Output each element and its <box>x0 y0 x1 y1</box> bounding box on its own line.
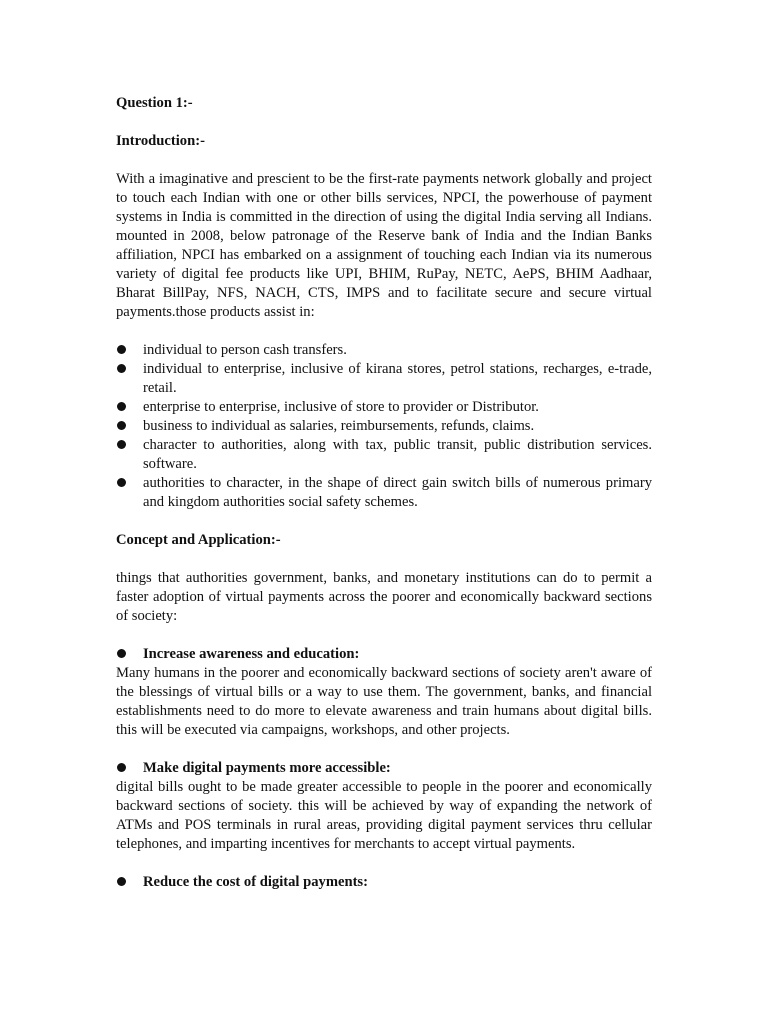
list-item-text: business to individual as salaries, reimbursements, refunds, claims. <box>143 418 535 434</box>
bullet-icon <box>117 440 126 449</box>
list-item <box>116 417 652 436</box>
bullet-icon <box>117 877 126 886</box>
list-item <box>116 398 652 417</box>
spacer <box>116 512 652 531</box>
bullet-icon <box>117 421 126 430</box>
spacer <box>116 151 652 170</box>
list-item-text: enterprise to enterprise, inclusive of store to provider or Distributor. <box>143 399 539 415</box>
list-item-text: individual to person cash transfers. <box>143 342 347 358</box>
bullet-icon <box>117 649 126 658</box>
section-title: Increase awareness and education: <box>143 646 360 662</box>
introduction-heading: Introduction:- <box>116 133 205 149</box>
list-item <box>116 341 652 360</box>
introduction-paragraph: With a imaginative and prescient to be the first-rate payments network globally and project to touch each Indian with one or other bills services, NPCI, the powerhouse of payment systems in India is committed in the direction of using the digital India serving all Indians. mounted in 2008, below patronage of the Reserve bank of India and the Indian Banks affiliation, NPCI has embarked on a assignment of touching each Indian via its numerous variety of digital fee products like UPI, BHIM, RuPay, NETC, AePS, BHIM Aadhaar, Bharat BillPay, NFS, NACH, CTS, IMPS and to facilitate secure and secure virtual payments.those products assist in: <box>116 171 652 320</box>
concept-paragraph: things that authorities government, banks, and monetary institutions can do to permit a faster adoption of virtual payments across the poorer and economically backward sections of society: <box>116 570 652 624</box>
section-body: digital bills ought to be made greater accessible to people in the poorer and economically backward sections of society. this will be achieved by way of expanding the network of ATMs and POS terminals in rural areas, providing digital payment services thru cellular telephones, and imparting incentives for merchants to accept virtual payments. <box>116 779 652 852</box>
spacer <box>116 854 652 873</box>
concept-heading: Concept and Application:- <box>116 532 281 548</box>
list-item <box>116 360 652 398</box>
spacer <box>116 626 652 645</box>
product-uses-list <box>116 341 652 512</box>
section-title: Make digital payments more accessible: <box>143 760 391 776</box>
question-title: Question 1:- <box>116 95 193 111</box>
section-heading <box>116 645 652 664</box>
list-item-text: individual to enterprise, inclusive of kirana stores, petrol stations, recharges, e-trade, retail. <box>143 361 652 396</box>
section-heading <box>116 759 652 778</box>
bullet-icon <box>117 763 126 772</box>
bullet-icon <box>117 402 126 411</box>
bullet-icon <box>117 364 126 373</box>
list-item-text: authorities to character, in the shape of direct gain switch bills of numerous primary and kingdom authorities social safety schemes. <box>143 475 652 510</box>
section-heading <box>116 873 652 892</box>
bullet-icon <box>117 478 126 487</box>
section-body: Many humans in the poorer and economically backward sections of society aren't aware of the blessings of virtual bills or a way to use them. The government, banks, and financial establishments need to do more to elevate awareness and train humans about digital bills. this will be executed via campaigns, workshops, and other projects. <box>116 665 652 738</box>
list-item <box>116 474 652 512</box>
spacer <box>116 322 652 341</box>
spacer <box>116 740 652 759</box>
document-page <box>116 94 652 892</box>
bullet-icon <box>117 345 126 354</box>
section-title: Reduce the cost of digital payments: <box>143 874 368 890</box>
list-item-text: character to authorities, along with tax, public transit, public distribution services. software. <box>143 437 652 472</box>
spacer <box>116 113 652 132</box>
spacer <box>116 550 652 569</box>
list-item <box>116 436 652 474</box>
